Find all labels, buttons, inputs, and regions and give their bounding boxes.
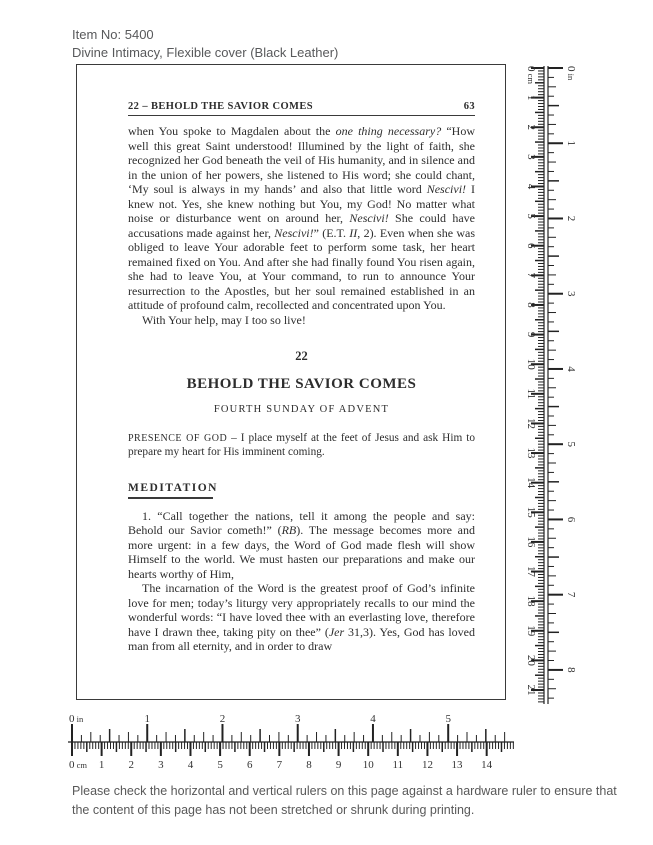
svg-text:0 cm: 0 cm bbox=[525, 66, 537, 85]
svg-text:8: 8 bbox=[306, 759, 312, 771]
svg-text:16: 16 bbox=[525, 536, 537, 548]
svg-text:0 in: 0 in bbox=[565, 66, 577, 81]
svg-text:7: 7 bbox=[525, 272, 537, 279]
meditation-heading: MEDITATION bbox=[128, 481, 218, 494]
svg-text:10: 10 bbox=[525, 358, 537, 370]
svg-text:10: 10 bbox=[362, 759, 374, 771]
svg-text:9: 9 bbox=[335, 759, 342, 771]
meditation-text bbox=[128, 509, 475, 654]
svg-text:3: 3 bbox=[158, 759, 164, 771]
svg-text:19: 19 bbox=[525, 625, 537, 637]
chapter-subtitle: FOURTH SUNDAY OF ADVENT bbox=[213, 404, 390, 415]
svg-text:3: 3 bbox=[565, 290, 577, 297]
svg-text:4: 4 bbox=[187, 759, 194, 771]
svg-text:14: 14 bbox=[481, 759, 493, 771]
svg-text:2: 2 bbox=[219, 713, 226, 725]
body-text bbox=[128, 124, 475, 327]
svg-text:11: 11 bbox=[525, 388, 537, 400]
svg-text:4: 4 bbox=[370, 713, 376, 725]
svg-text:15: 15 bbox=[525, 506, 537, 518]
svg-text:1: 1 bbox=[144, 713, 150, 725]
proof-header bbox=[72, 26, 338, 62]
footer-note-line-1: Please check the horizontal and vertical rulers on this page against a hardware ruler to ensure that bbox=[72, 784, 617, 798]
body-paragraph-2: With Your help, may I too so live! bbox=[142, 312, 306, 327]
meditation-heading-rule bbox=[128, 497, 213, 499]
item-number: Item No: 5400 bbox=[72, 27, 154, 42]
footer-note-line-2: the content of this page has not been stretched or shrunk during printing. bbox=[72, 803, 475, 817]
svg-text:13: 13 bbox=[525, 447, 537, 459]
svg-text:12: 12 bbox=[421, 759, 433, 771]
svg-text:2: 2 bbox=[525, 124, 537, 130]
svg-text:0 in: 0 in bbox=[69, 713, 84, 725]
meditation-paragraph-1: 1. “Call together the nations, tell it among the people and say: Behold our Savior cometh!” (RB). The message becomes more and more urgent: in a few days, the Word of God made flesh will show Himself to the world. We must hasten our preparations and make our hearts worthy of Him, bbox=[128, 508, 475, 581]
svg-text:11: 11 bbox=[392, 759, 404, 771]
product-description: Divine Intimacy, Flexible cover (Black Leather) bbox=[72, 45, 339, 60]
svg-text:3: 3 bbox=[294, 713, 301, 725]
book-page-frame bbox=[76, 64, 506, 700]
svg-text:1: 1 bbox=[525, 94, 537, 101]
svg-text:5: 5 bbox=[525, 213, 537, 219]
svg-text:3: 3 bbox=[525, 154, 537, 160]
svg-text:7: 7 bbox=[565, 591, 577, 598]
svg-text:5: 5 bbox=[565, 441, 577, 447]
chapter-number: 22 bbox=[295, 349, 308, 363]
svg-text:6: 6 bbox=[565, 516, 577, 523]
meditation-paragraph-2: The incarnation of the Word is the greatest proof of God’s infinite love for men; today’s liturgy very appropriately recalls to our mind the wonderful words: “I have loved thee with an everlasting love, therefore have I drawn thee, taking pity on thee” (Jer 31,3). Yes, God has loved man from all eternity, and in order to draw bbox=[128, 581, 476, 654]
svg-text:17: 17 bbox=[525, 566, 537, 578]
svg-text:14: 14 bbox=[525, 477, 537, 489]
page-number: 63 bbox=[463, 101, 475, 112]
svg-text:2: 2 bbox=[565, 215, 577, 222]
svg-text:0 cm: 0 cm bbox=[69, 759, 88, 771]
body-paragraph-1: when You spoke to Magdalen about the one thing necessary? “How well this great Saint understood! Illumined by the light of faith, she recognized her God beneath the veil of His humanity, and in silence and in the union of her powers, she listened to His word; she could chant, ‘My soul is always in my hands’ and also that little word Nescivi! I knew not. Yes, she knew nothing but You, my God! No matter what noise or disturbance went on around her, Nescivi! She could have accusations made against her, Nescivi!” (E.T. II, 2). Even when she was obliged to leave Your adorable feet to perform some task, her heart remained fixed on You. And after she had finally found You risen again, she had to leave You, at Your command, to run to announce Your resurrection to the Apostles, but her soul remained established in an attitude of profound calm, recollected and concentrated upon You. bbox=[128, 124, 476, 312]
horizontal-ruler bbox=[62, 710, 524, 774]
svg-text:5: 5 bbox=[445, 713, 451, 725]
svg-text:8: 8 bbox=[525, 302, 537, 308]
running-head-title: 22 – BEHOLD THE SAVIOR COMES bbox=[128, 101, 313, 112]
svg-text:18: 18 bbox=[525, 595, 537, 607]
svg-text:4: 4 bbox=[525, 183, 537, 190]
svg-text:1: 1 bbox=[98, 759, 105, 771]
svg-text:9: 9 bbox=[525, 331, 537, 338]
presence-of-god-paragraph: PRESENCE OF GOD – I place myself at the feet of Jesus and ask Him to prepare my heart for His imminent coming. bbox=[128, 432, 475, 458]
book-text-column bbox=[128, 101, 475, 654]
svg-text:4: 4 bbox=[565, 366, 577, 372]
svg-text:20: 20 bbox=[525, 654, 537, 666]
svg-text:8: 8 bbox=[565, 667, 577, 673]
vertical-ruler bbox=[516, 58, 586, 712]
svg-text:5: 5 bbox=[217, 759, 223, 771]
svg-text:1: 1 bbox=[565, 140, 577, 146]
svg-text:13: 13 bbox=[451, 759, 463, 771]
footer-note bbox=[72, 782, 628, 820]
svg-text:6: 6 bbox=[246, 759, 253, 771]
svg-text:21: 21 bbox=[525, 684, 537, 696]
svg-text:7: 7 bbox=[276, 759, 283, 771]
chapter-title: BEHOLD THE SAVIOR COMES bbox=[186, 376, 417, 392]
running-head bbox=[128, 101, 475, 116]
svg-text:2: 2 bbox=[128, 759, 134, 771]
svg-text:12: 12 bbox=[525, 417, 537, 429]
svg-text:6: 6 bbox=[525, 242, 537, 249]
